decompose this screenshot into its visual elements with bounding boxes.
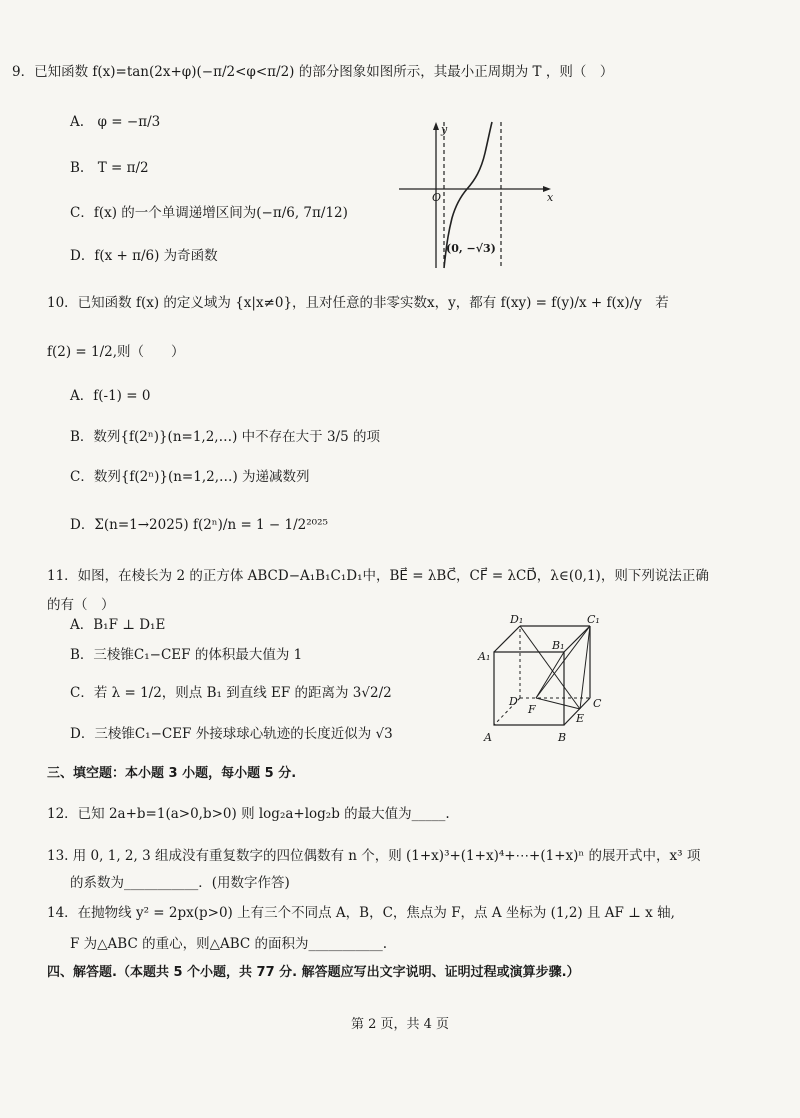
edge-A1D1: [494, 626, 520, 652]
q13-line-1: 13. 用 0, 1, 2, 3 组成没有重复数字的四位偶数有 n 个，则 (1+x)³+(1+x)⁴+⋯+(1+x)ⁿ 的展开式中，x³ 项: [47, 848, 701, 864]
q11-option-a: A．B₁F ⊥ D₁E: [70, 617, 166, 633]
q11-option-d: D．三棱锥C₁−CEF 外接球球心轨迹的长度近似为 √3: [70, 726, 393, 742]
page-footer: 第 2 页，共 4 页: [350, 1017, 450, 1032]
origin-label: O: [432, 191, 442, 204]
q9-option-b: B. T = π/2: [70, 160, 149, 176]
q11-cube-figure: [470, 612, 620, 747]
section-4-heading: 四、解答题.（本题共 5 个小题，共 77 分. 解答题应写出文字说明、证明过程或演算步骤.）: [47, 965, 580, 980]
label-B1: B₁: [552, 639, 565, 652]
label-C1: C₁: [587, 613, 600, 626]
label-D1: D₁: [510, 613, 524, 626]
label-B: B: [558, 731, 567, 744]
segment-C1F: [536, 626, 590, 698]
q9-tan-graph: [395, 118, 560, 270]
q10-stem-2: f(2) = 1/2,则（ ）: [47, 344, 185, 360]
label-F: F: [528, 703, 536, 716]
segment-C1E: [580, 626, 590, 709]
q12-text: 12．已知 2a+b=1(a>0,b>0) 则 log₂a+log₂b 的最大值为_____.: [47, 806, 450, 822]
q9-option-a: A. φ = −π/3: [70, 114, 161, 130]
q11-option-b: B．三棱锥C₁−CEF 的体积最大值为 1: [70, 647, 303, 663]
q11-option-c: C．若 λ = 1/2，则点 B₁ 到直线 EF 的距离为 3√2/2: [70, 685, 392, 701]
q10-option-b: B．数列{f(2ⁿ)}(n=1,2,…) 中不存在大于 3/5 的项: [70, 429, 380, 445]
y-axis-arrow: [433, 122, 439, 130]
edge-B1C1: [564, 626, 590, 652]
intercept-label: (0, −√3): [446, 242, 496, 255]
q14-line-1: 14．在抛物线 y² = 2px(p>0) 上有三个不同点 A，B，C，焦点为 F，点 A 坐标为 (1,2) 且 AF ⊥ x 轴,: [47, 905, 675, 921]
q13-line-2: 的系数为___________．(用数字作答): [70, 875, 290, 891]
label-D: D: [509, 695, 518, 708]
q10-option-a: A．f(-1) = 0: [70, 388, 151, 404]
segment-D1E: [520, 626, 580, 709]
label-C: C: [593, 697, 602, 710]
q10-stem: 10．已知函数 f(x) 的定义域为 {x|x≠0}，且对任意的非零实数x，y，都有 f(xy) = f(y)/x + f(x)/y 若: [47, 295, 669, 311]
segment-B1F: [536, 652, 564, 698]
section-3-heading: 三、填空题：本小题 3 小题，每小题 5 分.: [47, 766, 297, 781]
label-A1: A₁: [478, 650, 491, 663]
q9-option-d: D．f(x + π/6) 为奇函数: [70, 248, 218, 264]
label-E: E: [576, 712, 585, 725]
label-A: A: [484, 731, 492, 744]
y-axis-label: y: [441, 123, 448, 136]
q10-option-c: C．数列{f(2ⁿ)}(n=1,2,…) 为递减数列: [70, 469, 310, 485]
q11-stem-2: 的有（ ）: [47, 597, 115, 613]
q10-option-d: D．Σ(n=1→2025) f(2ⁿ)/n = 1 − 1/2²⁰²⁵: [70, 517, 328, 533]
x-axis-label: x: [547, 191, 554, 204]
q11-stem: 11．如图，在棱长为 2 的正方体 ABCD−A₁B₁C₁D₁中，BE⃗ = λBC⃗，CF⃗ = λCD⃗，λ∈(0,1)，则下列说法正确: [47, 568, 709, 584]
q9-option-c: C．f(x) 的一个单调递增区间为(−π/6, 7π/12): [70, 205, 348, 221]
q14-line-2: F 为△ABC 的重心，则△ABC 的面积为___________.: [70, 936, 388, 952]
q9-stem: 9．已知函数 f(x)=tan(2x+φ)(−π/2<φ<π/2) 的部分图象如图所示，其最小正周期为 T ，则（ ）: [12, 64, 614, 80]
